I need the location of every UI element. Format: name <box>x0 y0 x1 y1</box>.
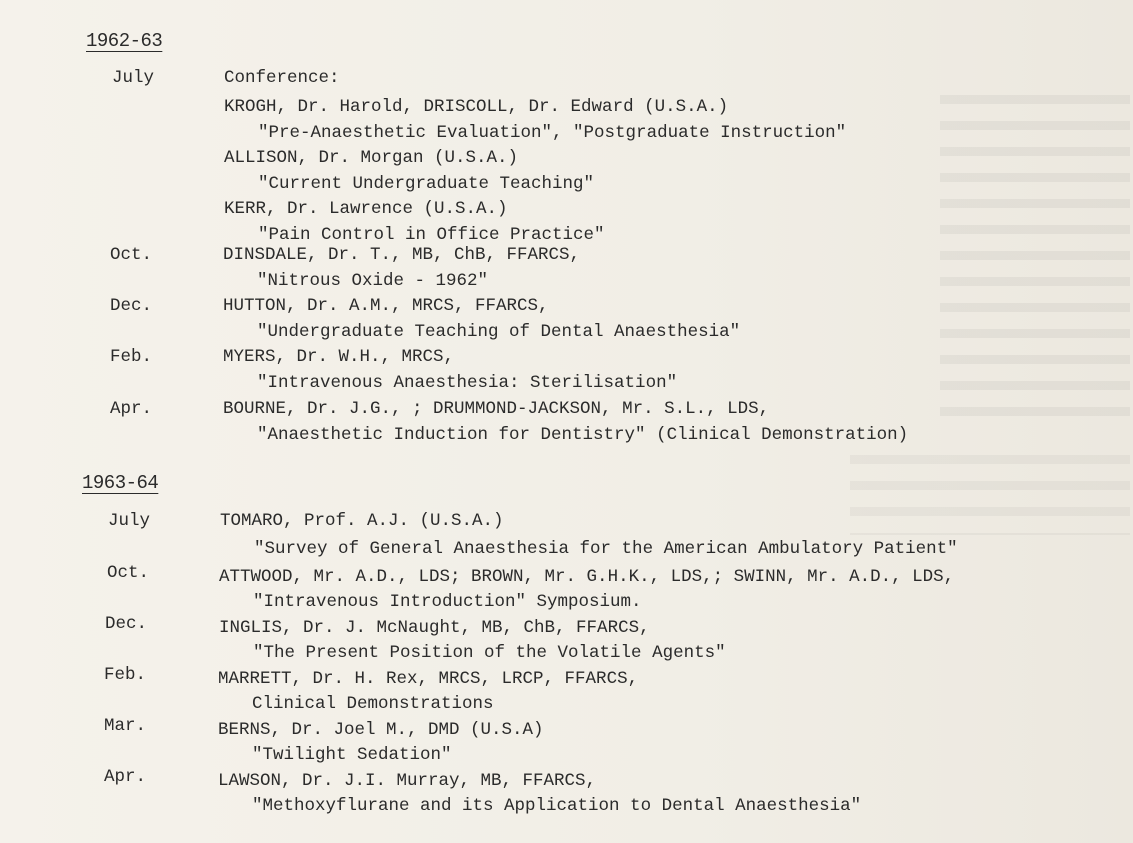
entry-line: Clinical Demonstrations <box>252 694 494 714</box>
entry-month: Apr. <box>110 399 153 419</box>
entry-month: July <box>112 68 155 88</box>
entry-line: MYERS, Dr. W.H., MRCS, <box>223 347 455 367</box>
entry-month: Dec. <box>105 614 148 634</box>
entry-line: Conference: <box>224 68 340 88</box>
show-through-bleed-lower <box>850 455 1130 535</box>
entry-line: "Pre-Anaesthetic Evaluation", "Postgraduate Instruction" <box>258 123 847 143</box>
entry-month: Apr. <box>104 767 147 787</box>
entry-line: DINSDALE, Dr. T., MB, ChB, FFARCS, <box>223 245 581 265</box>
entry-line: "Current Undergraduate Teaching" <box>258 174 595 194</box>
entry-month: Dec. <box>110 296 153 316</box>
entry-line: "Intravenous Introduction" Symposium. <box>253 592 642 612</box>
entry-line: "Intravenous Anaesthesia: Sterilisation" <box>257 373 678 393</box>
entry-line: "Survey of General Anaesthesia for the American Ambulatory Patient" <box>254 539 958 559</box>
entry-month: Mar. <box>104 716 147 736</box>
entry-month: Feb. <box>104 665 147 685</box>
entry-line: LAWSON, Dr. J.I. Murray, MB, FFARCS, <box>218 771 597 791</box>
entry-line: KERR, Dr. Lawrence (U.S.A.) <box>224 199 508 219</box>
entry-line: "Undergraduate Teaching of Dental Anaesthesia" <box>257 322 741 342</box>
entry-line: INGLIS, Dr. J. McNaught, MB, ChB, FFARCS, <box>219 618 650 638</box>
entry-line: ATTWOOD, Mr. A.D., LDS; BROWN, Mr. G.H.K., LDS,; SWINN, Mr. A.D., LDS, <box>219 567 955 587</box>
entry-line: KROGH, Dr. Harold, DRISCOLL, Dr. Edward (U.S.A.) <box>224 97 729 117</box>
entry-line: BERNS, Dr. Joel M., DMD (U.S.A) <box>218 720 544 740</box>
entry-line: "Anaesthetic Induction for Dentistry" (Clinical Demonstration) <box>257 425 909 445</box>
entry-line: ALLISON, Dr. Morgan (U.S.A.) <box>224 148 519 168</box>
entry-month: Oct. <box>110 245 153 265</box>
entry-line: "The Present Position of the Volatile Agents" <box>253 643 726 663</box>
section-year-heading: 1962-63 <box>86 30 163 52</box>
show-through-bleed <box>940 95 1130 425</box>
entry-month: Oct. <box>107 563 150 583</box>
section-year-heading: 1963-64 <box>82 472 159 494</box>
entry-line: TOMARO, Prof. A.J. (U.S.A.) <box>220 511 504 531</box>
entry-month: Feb. <box>110 347 153 367</box>
entry-month: July <box>108 511 151 531</box>
entry-line: HUTTON, Dr. A.M., MRCS, FFARCS, <box>223 296 549 316</box>
entry-line: "Twilight Sedation" <box>252 745 452 765</box>
entry-line: "Methoxyflurane and its Application to Dental Anaesthesia" <box>252 796 862 816</box>
entry-line: MARRETT, Dr. H. Rex, MRCS, LRCP, FFARCS, <box>218 669 639 689</box>
entry-line: "Pain Control in Office Practice" <box>258 225 605 245</box>
entry-line: BOURNE, Dr. J.G., ; DRUMMOND-JACKSON, Mr. S.L., LDS, <box>223 399 770 419</box>
entry-line: "Nitrous Oxide - 1962" <box>257 271 489 291</box>
